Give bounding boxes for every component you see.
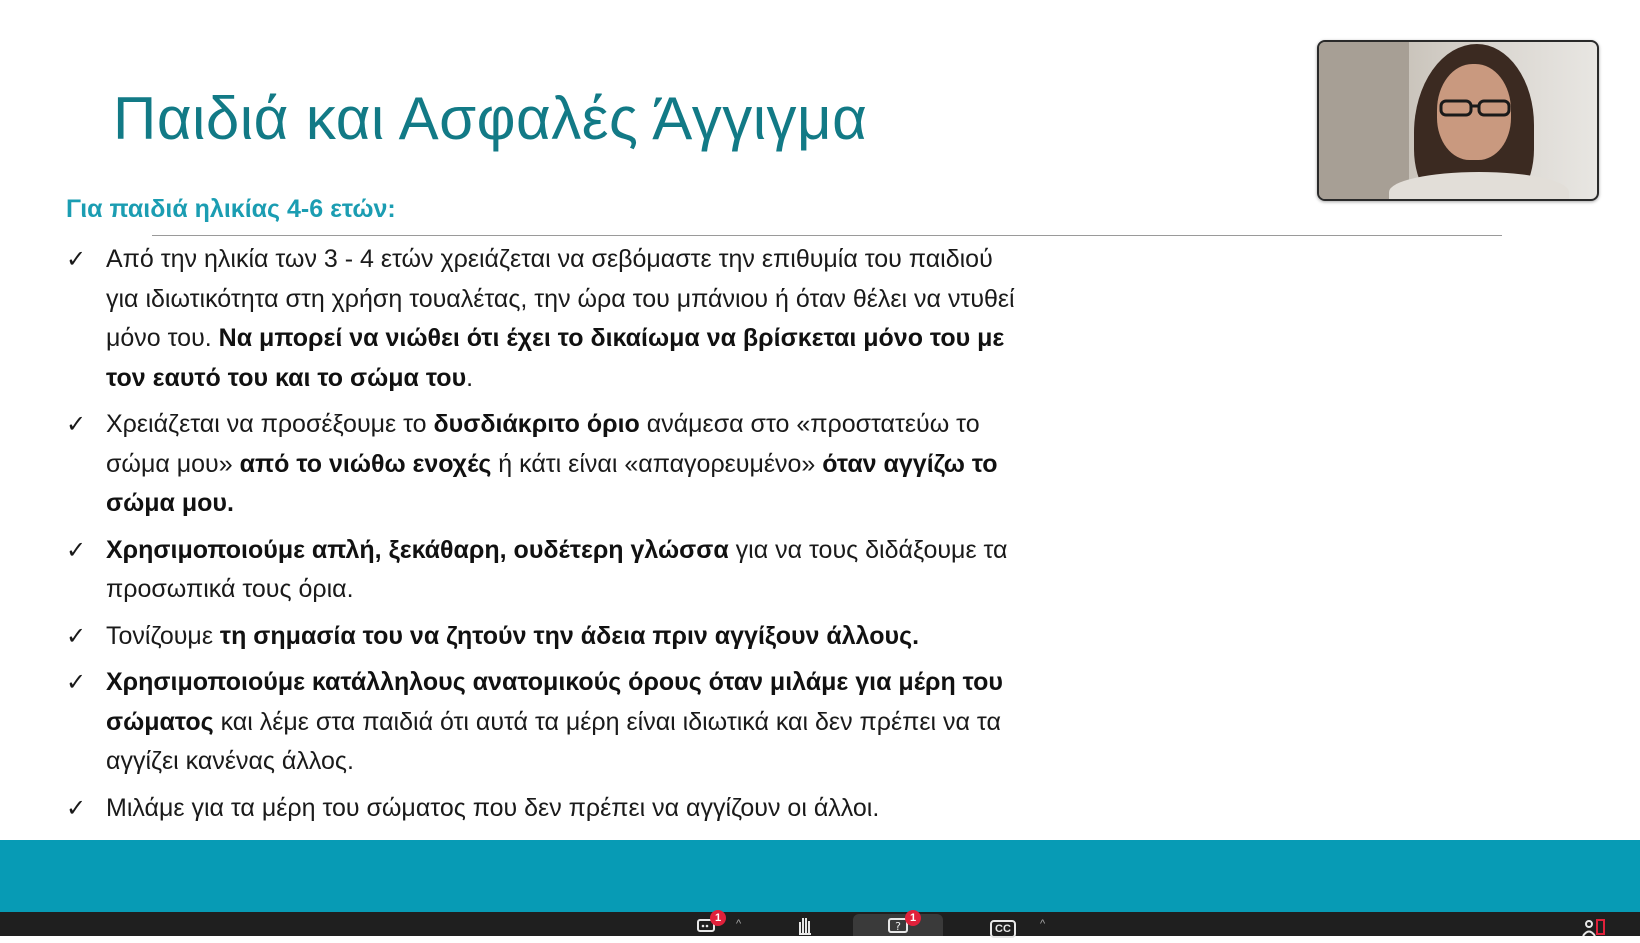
bullet-bold-segment: όταν αγγίζω το σώμα μου. <box>106 449 998 517</box>
raise-hand-icon <box>794 914 816 936</box>
share-button[interactable] <box>1576 914 1610 936</box>
checkmark-icon: ✓ <box>66 411 87 438</box>
checkmark-icon: ✓ <box>66 622 87 650</box>
slide-subtitle: Για παιδιά ηλικίας 4-6 ετών: <box>66 195 396 223</box>
checkmark-icon: ✓ <box>66 246 87 273</box>
bullet-segment: και λέμε στα παιδιά ότι αυτά τα μέρη είναι ιδιωτικά και δεν πρέπει να τα αγγίζει κανένας άλλος. <box>106 707 1001 775</box>
checkmark-icon: ✓ <box>66 794 87 822</box>
bullet-segment: για να τους διδάξουμε τα προσωπικά τους όρια. <box>106 535 1008 603</box>
bullet-bold-segment: από το νιώθω ενοχές <box>239 449 492 478</box>
bullet-text <box>106 405 1026 524</box>
captions-options-caret[interactable]: ^ <box>1040 918 1046 930</box>
bullet-segment: ή κάτι είναι «απαγορευμένο» <box>491 449 823 478</box>
bullet-text <box>106 663 1026 782</box>
bullet-list <box>66 240 1026 835</box>
chat-options-caret[interactable]: ^ <box>736 918 742 930</box>
bullet-segment: . <box>466 363 474 392</box>
bullet-bold-segment: δυσδιάκριτο όριο <box>433 410 640 438</box>
slide-title: Παιδιά και Ασφαλές Άγγιγμα <box>113 85 868 152</box>
qa-button[interactable] <box>853 914 943 936</box>
presenter-video[interactable] <box>1317 40 1599 201</box>
bullet-item <box>66 663 1026 782</box>
bullet-text <box>106 240 1026 398</box>
bullet-text <box>106 531 1026 610</box>
share-icon <box>1580 914 1606 936</box>
bullet-item <box>66 405 1026 524</box>
meeting-toolbar <box>0 912 1640 936</box>
bullet-bold-segment: τη σημασία του να ζητούν την άδεια πριν αγγίξουν άλλους. <box>219 621 920 650</box>
chat-button[interactable] <box>690 914 724 936</box>
bullet-segment: Χρειάζεται να προσέξουμε το <box>106 410 434 438</box>
bullet-bold-segment: Χρησιμοποιούμε κατάλληλους ανατομικούς όρους όταν μιλάμε για μέρη του σώματος <box>106 668 1003 736</box>
qa-badge: 1 <box>905 910 921 926</box>
bullet-bold-segment: Χρησιμοποιούμε απλή, ξεκάθαρη, ουδέτερη γλώσσα <box>106 535 729 564</box>
bullet-text <box>106 617 1026 657</box>
bullet-segment: Μιλάμε για τα μέρη του σώματος που δεν πρέπει να αγγίζουν οι άλλοι. <box>106 793 880 822</box>
background-cabinet <box>1319 42 1409 199</box>
slide-footer-band <box>0 840 1640 912</box>
checkmark-icon: ✓ <box>66 536 87 564</box>
chat-badge: 1 <box>710 910 726 926</box>
bullet-segment: ανάμεσα στο «προστατεύω το σώμα μου» <box>106 410 980 478</box>
bullet-text <box>106 789 1026 829</box>
glasses-icon <box>1437 96 1517 120</box>
bullet-item <box>66 531 1026 610</box>
checkmark-icon: ✓ <box>66 669 87 696</box>
captions-icon: CC <box>990 920 1016 938</box>
raise-hand-button[interactable] <box>790 914 820 936</box>
bullet-item <box>66 789 1026 829</box>
bullet-segment: Από την ηλικία των 3 - 4 ετών χρειάζεται να σεβόμαστε την επιθυμία του παιδιού για ιδιωτικότητα στη χρήση τουαλέτας, την ώρα του μπάνιου ή όταν θέλει να ντυθεί μόνο του. <box>106 245 1015 352</box>
bullet-item <box>66 240 1026 398</box>
bullet-bold-segment: Να μπορεί να νιώθει ότι έχει το δικαίωμα να βρίσκεται μόνο του με τον εαυτό του και το σώμα του <box>106 324 1005 392</box>
bullet-segment: Τονίζουμε <box>106 621 220 650</box>
captions-button[interactable] <box>986 914 1020 936</box>
divider-line <box>152 235 1502 236</box>
svg-text:?: ? <box>895 920 901 933</box>
bullet-item <box>66 617 1026 657</box>
presenter-shirt <box>1389 172 1569 201</box>
